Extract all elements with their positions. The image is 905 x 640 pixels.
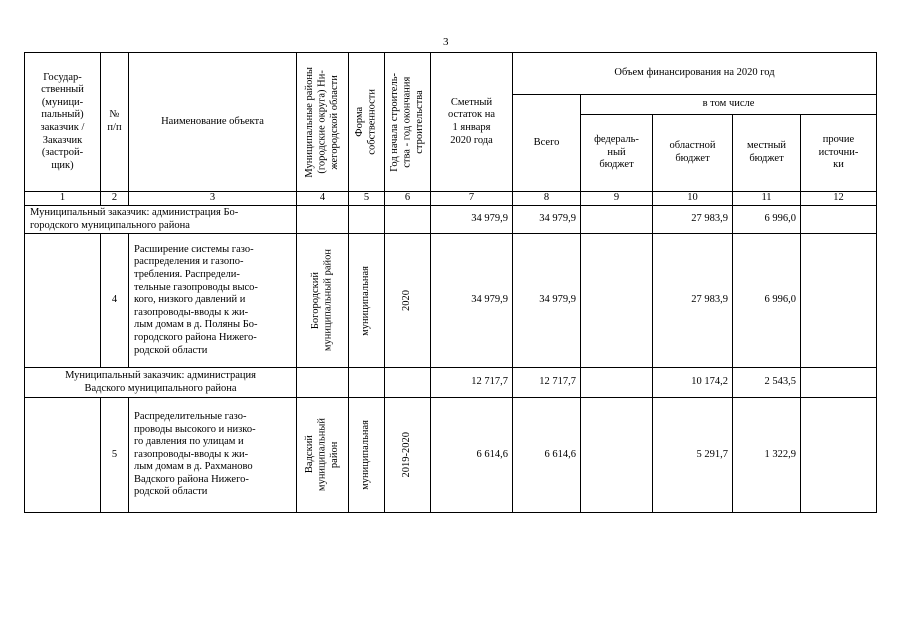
col-num: 5 [349,192,385,206]
header-customer: Государ- ственный (муници- пальный) заказчик / Заказчик (застрой- щик) [25,53,101,192]
total-value: 34 979,9 [513,234,581,368]
col-num: 8 [513,192,581,206]
regional-value: 10 174,2 [653,368,733,398]
financing-table [24,52,877,513]
customer-name: Муниципальный заказчик: администрация Бо- городского муниципального района [25,206,297,234]
object-years: 2019-2020 [401,432,413,478]
col-num: 12 [801,192,877,206]
total-value: 34 979,9 [513,206,581,234]
balance-value: 12 717,7 [431,368,513,398]
header-object-name: Наименование объекта [129,53,297,192]
object-ownership: муниципальная [360,420,372,490]
col-num: 10 [653,192,733,206]
local-value: 6 996,0 [733,206,801,234]
total-value: 12 717,7 [513,368,581,398]
local-value: 2 543,5 [733,368,801,398]
col-num: 6 [385,192,431,206]
header-local: местный бюджет [733,115,801,192]
header-balance: Сметный остаток на 1 января 2020 года [431,53,513,192]
object-district: Вадский муниципальный район [303,418,340,492]
object-row [25,398,877,513]
col-num: 2 [101,192,129,206]
col-num: 11 [733,192,801,206]
customer-name: Муниципальный заказчик: администрация Вадского муниципального района [25,368,297,398]
object-name: Расширение системы газо- распределения и газопо- требления. Распредели- тельные газопроводы высо- кого, низкого давлений и газопроводы-вводы к жи- лым домам в д. Поляны Бо- городского района Нижего- родской области [129,234,297,368]
balance-value: 34 979,9 [431,234,513,368]
header-including: в том числе [581,95,877,115]
total-value: 6 614,6 [513,398,581,513]
header-federal: федераль- ный бюджет [581,115,653,192]
balance-value: 6 614,6 [431,398,513,513]
header-regional: областной бюджет [653,115,733,192]
col-num: 9 [581,192,653,206]
header-ownership: Форма собственности [353,89,378,155]
balance-value: 34 979,9 [431,206,513,234]
object-num: 4 [101,234,129,368]
page-number: 3 [443,36,449,48]
object-years: 2020 [401,290,413,311]
regional-value: 27 983,9 [653,234,733,368]
regional-value: 27 983,9 [653,206,733,234]
col-num: 7 [431,192,513,206]
col-num: 4 [297,192,349,206]
customer-row [25,368,877,398]
header-districts: Муниципальные районы (городские округа) Ни- жегородской области [303,66,340,178]
local-value: 6 996,0 [733,234,801,368]
object-name: Распределительные газо- проводы высокого и низко- го давления по улицам и газопроводы-вводы к жи- лым домам в д. Рахманово Вадского района Нижего- родской области [129,398,297,513]
col-num: 3 [129,192,297,206]
header-other: прочие источни- ки [801,115,877,192]
col-num: 1 [25,192,101,206]
object-num: 5 [101,398,129,513]
customer-row [25,206,877,234]
header-num: № п/п [101,53,129,192]
header-total: Всего [513,95,581,192]
regional-value: 5 291,7 [653,398,733,513]
object-row [25,234,877,368]
local-value: 1 322,9 [733,398,801,513]
object-district: Богородский муниципальный район [309,249,334,352]
header-years: Год начала строитель- ства - год окончания строительства [388,72,425,172]
column-numbers-row [25,192,877,206]
header-financing: Объем финансирования на 2020 год [513,53,877,95]
object-ownership: муниципальная [360,265,372,336]
